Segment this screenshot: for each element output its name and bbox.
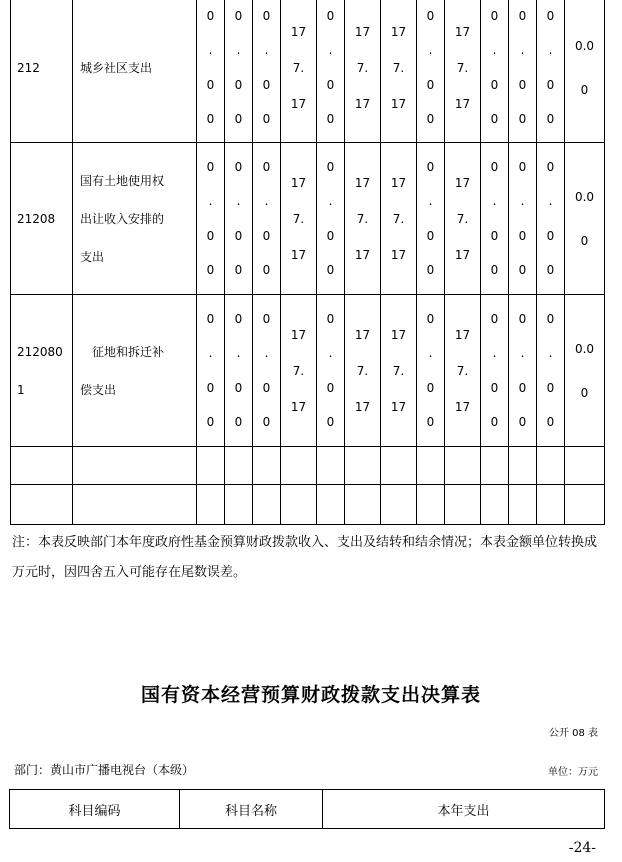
amount-fragment: 0 xyxy=(426,311,435,326)
amount-fragment: . xyxy=(428,43,433,58)
table-row xyxy=(11,295,605,447)
amount-cell xyxy=(345,143,381,295)
amount-fragment: . xyxy=(492,194,497,209)
amount-cell xyxy=(565,295,605,447)
amount-digits xyxy=(565,4,604,132)
amount-fragment: . xyxy=(548,194,553,209)
amount-fragment: . xyxy=(548,43,553,58)
amount-fragment: 17 xyxy=(290,24,307,39)
amount-fragment: 7. xyxy=(456,363,469,378)
empty-cell xyxy=(565,447,605,485)
empty-cell xyxy=(11,485,73,525)
amount-fragment: 0 xyxy=(326,263,335,278)
amount-fragment: 0.0 xyxy=(574,189,595,204)
amount-fragment: 0 xyxy=(234,311,243,326)
empty-cell xyxy=(73,447,197,485)
amount-fragment: 17 xyxy=(390,399,407,414)
amount-fragment: 17 xyxy=(290,327,307,342)
amount-cell xyxy=(381,143,417,295)
amount-fragment: 0 xyxy=(326,112,335,127)
amount-fragment: 0 xyxy=(426,263,435,278)
amount-fragment: . xyxy=(236,43,241,58)
amount-fragment: 0 xyxy=(234,380,243,395)
amount-fragment: 7. xyxy=(456,60,469,75)
department-label: 部门：黄山市广播电视台（本级） xyxy=(14,763,195,777)
amount-digits xyxy=(481,4,508,132)
empty-cell xyxy=(417,485,445,525)
amount-fragment: 17 xyxy=(454,175,471,190)
empty-cell xyxy=(509,447,537,485)
amount-digits xyxy=(509,307,536,435)
amount-digits xyxy=(509,4,536,132)
amount-fragment: 17 xyxy=(354,96,371,111)
amount-fragment: 17 xyxy=(390,96,407,111)
empty-cell xyxy=(197,485,225,525)
amount-fragment: 17 xyxy=(354,327,371,342)
subject-name-line: 出让收入安排的 xyxy=(80,211,165,226)
amount-fragment: 0 xyxy=(234,228,243,243)
amount-fragment: 17 xyxy=(354,175,371,190)
empty-cell xyxy=(281,447,317,485)
subject-code-cell: 212 xyxy=(11,0,73,143)
amount-cell xyxy=(481,143,509,295)
amount-fragment: 17 xyxy=(354,399,371,414)
subject-code-cell: 21208 xyxy=(11,143,73,295)
amount-cell xyxy=(445,295,481,447)
amount-fragment: 17 xyxy=(290,175,307,190)
amount-fragment: 0 xyxy=(262,415,271,430)
amount-fragment: 0 xyxy=(546,77,555,92)
amount-fragment: . xyxy=(520,194,525,209)
lower-header-row xyxy=(10,790,605,829)
amount-fragment: 17 xyxy=(354,247,371,262)
amount-digits xyxy=(317,155,344,283)
amount-fragment: . xyxy=(428,194,433,209)
amount-cell xyxy=(197,0,225,143)
amount-fragment: 0 xyxy=(262,311,271,326)
amount-fragment: 7. xyxy=(292,60,305,75)
empty-cell xyxy=(225,447,253,485)
page-title: 国有资本经营预算财政拨款支出决算表 xyxy=(140,684,481,706)
amount-fragment: 0 xyxy=(518,77,527,92)
amount-digits xyxy=(197,155,224,283)
subject-name-line: 支出 xyxy=(80,249,105,264)
amount-cell xyxy=(537,0,565,143)
amount-fragment: 0 xyxy=(426,8,435,23)
form-code: 公开 08 表 xyxy=(548,728,598,739)
amount-fragment: 0 xyxy=(206,263,215,278)
amount-fragment: 0 xyxy=(546,159,555,174)
amount-fragment: 17 xyxy=(390,24,407,39)
amount-fragment: 0 xyxy=(546,263,555,278)
amount-fragment: . xyxy=(492,43,497,58)
amount-fragment: 0 xyxy=(262,8,271,23)
amount-fragment: 0.0 xyxy=(574,38,595,53)
amount-fragment: 17 xyxy=(290,247,307,262)
amount-digits xyxy=(417,307,444,435)
amount-cell xyxy=(197,143,225,295)
empty-cell xyxy=(345,485,381,525)
amount-digits xyxy=(345,155,380,283)
amount-cell xyxy=(417,295,445,447)
amount-fragment: 0 xyxy=(262,77,271,92)
table-row xyxy=(11,0,605,143)
amount-fragment: 0 xyxy=(326,380,335,395)
amount-digits xyxy=(565,307,604,435)
amount-fragment: 0 xyxy=(262,380,271,395)
amount-fragment: 0 xyxy=(490,380,499,395)
amount-digits xyxy=(317,307,344,435)
amount-fragment: 0 xyxy=(234,77,243,92)
amount-fragment: 0 xyxy=(234,415,243,430)
amount-fragment: . xyxy=(328,346,333,361)
header-subject-code: 科目编码 xyxy=(10,790,180,829)
amount-fragment: 0 xyxy=(206,311,215,326)
amount-fragment: . xyxy=(236,346,241,361)
empty-row xyxy=(11,447,605,485)
amount-cell xyxy=(537,295,565,447)
amount-cell xyxy=(225,295,253,447)
amount-cell xyxy=(509,295,537,447)
amount-digits xyxy=(281,155,316,283)
amount-fragment: . xyxy=(520,43,525,58)
subject-name-cell xyxy=(73,143,197,295)
amount-cell xyxy=(281,0,317,143)
amount-digits xyxy=(417,155,444,283)
empty-cell xyxy=(197,447,225,485)
amount-fragment: 0 xyxy=(326,77,335,92)
amount-digits xyxy=(345,307,380,435)
amount-fragment: . xyxy=(264,346,269,361)
table-row xyxy=(11,143,605,295)
amount-fragment: 17 xyxy=(290,96,307,111)
amount-fragment: 0 xyxy=(518,415,527,430)
amount-digits xyxy=(381,307,416,435)
amount-fragment: 0 xyxy=(490,415,499,430)
amount-fragment: 0 xyxy=(326,311,335,326)
empty-cell xyxy=(345,447,381,485)
amount-fragment: 0 xyxy=(490,263,499,278)
amount-fragment: 17 xyxy=(454,327,471,342)
amount-cell xyxy=(381,295,417,447)
amount-fragment: 7. xyxy=(356,363,369,378)
empty-cell xyxy=(565,485,605,525)
amount-fragment: 7. xyxy=(356,60,369,75)
amount-cell xyxy=(417,0,445,143)
amount-fragment: 0 xyxy=(426,228,435,243)
amount-fragment: 0 xyxy=(426,159,435,174)
amount-fragment: . xyxy=(208,43,213,58)
amount-fragment: 0 xyxy=(426,380,435,395)
amount-fragment: 0 xyxy=(518,228,527,243)
amount-fragment: 0 xyxy=(518,311,527,326)
amount-cell xyxy=(417,143,445,295)
amount-digits xyxy=(345,4,380,132)
amount-fragment: 0 xyxy=(518,263,527,278)
amount-fragment: 0 xyxy=(518,112,527,127)
amount-cell xyxy=(445,0,481,143)
amount-digits xyxy=(225,307,252,435)
upper-table xyxy=(10,0,605,525)
amount-fragment: 0 xyxy=(518,380,527,395)
amount-cell xyxy=(509,143,537,295)
amount-cell xyxy=(253,295,281,447)
amount-fragment: 0 xyxy=(206,8,215,23)
amount-digits xyxy=(281,307,316,435)
header-subject-name: 科目名称 xyxy=(180,790,323,829)
empty-cell xyxy=(537,447,565,485)
empty-cell xyxy=(317,485,345,525)
amount-fragment: 7. xyxy=(392,60,405,75)
amount-cell xyxy=(345,0,381,143)
amount-cell xyxy=(537,143,565,295)
amount-fragment: . xyxy=(328,194,333,209)
amount-fragment: 0 xyxy=(234,263,243,278)
amount-digits xyxy=(197,307,224,435)
subject-name-line: 偿支出 xyxy=(80,382,117,397)
empty-cell xyxy=(253,447,281,485)
amount-fragment: 0 xyxy=(206,228,215,243)
empty-row xyxy=(11,485,605,525)
empty-cell xyxy=(73,485,197,525)
amount-fragment: 17 xyxy=(454,96,471,111)
amount-digits xyxy=(225,155,252,283)
amount-fragment: 0 xyxy=(426,77,435,92)
amount-fragment: . xyxy=(428,346,433,361)
amount-digits xyxy=(197,4,224,132)
amount-digits xyxy=(537,4,564,132)
amount-digits xyxy=(565,155,604,283)
empty-cell xyxy=(11,447,73,485)
amount-digits xyxy=(481,307,508,435)
amount-cell xyxy=(381,0,417,143)
amount-fragment: . xyxy=(492,346,497,361)
amount-fragment: 0 xyxy=(490,228,499,243)
amount-fragment: 7. xyxy=(356,211,369,226)
page-number: -24- xyxy=(568,840,596,856)
amount-fragment: . xyxy=(236,194,241,209)
amount-fragment: 0 xyxy=(206,112,215,127)
amount-digits xyxy=(317,4,344,132)
amount-fragment: 17 xyxy=(390,327,407,342)
empty-cell xyxy=(445,447,481,485)
amount-fragment: 0 xyxy=(206,77,215,92)
empty-cell xyxy=(317,447,345,485)
amount-fragment: 17 xyxy=(290,399,307,414)
amount-fragment: 0 xyxy=(546,311,555,326)
empty-cell xyxy=(253,485,281,525)
empty-cell xyxy=(537,485,565,525)
amount-fragment: 0 xyxy=(206,159,215,174)
amount-fragment: 0 xyxy=(546,380,555,395)
amount-cell xyxy=(253,143,281,295)
amount-fragment: 0 xyxy=(580,82,589,97)
amount-fragment: . xyxy=(208,194,213,209)
subject-name-cell xyxy=(73,295,197,447)
amount-fragment: . xyxy=(208,346,213,361)
amount-cell xyxy=(253,0,281,143)
subject-code-line: 212080 xyxy=(17,344,63,359)
empty-cell xyxy=(481,485,509,525)
amount-fragment: 0 xyxy=(518,8,527,23)
amount-fragment: . xyxy=(520,346,525,361)
amount-fragment: 17 xyxy=(354,24,371,39)
amount-fragment: 0 xyxy=(546,228,555,243)
amount-fragment: 7. xyxy=(292,363,305,378)
amount-fragment: 0 xyxy=(490,311,499,326)
amount-fragment: 0 xyxy=(206,380,215,395)
amount-digits xyxy=(381,155,416,283)
amount-digits xyxy=(537,155,564,283)
unit-label: 单位：万元 xyxy=(548,767,598,778)
amount-fragment: . xyxy=(548,346,553,361)
amount-fragment: 0 xyxy=(262,228,271,243)
amount-fragment: 0 xyxy=(490,77,499,92)
amount-digits xyxy=(281,4,316,132)
amount-fragment: 0 xyxy=(546,112,555,127)
amount-fragment: 7. xyxy=(392,363,405,378)
amount-digits xyxy=(253,155,280,283)
amount-fragment: 17 xyxy=(390,175,407,190)
header-current-year-expenditure: 本年支出 xyxy=(323,790,605,829)
amount-fragment: 0 xyxy=(546,8,555,23)
amount-digits xyxy=(417,4,444,132)
subject-name-cell: 城乡社区支出 xyxy=(73,0,197,143)
amount-digits xyxy=(225,4,252,132)
amount-fragment: 0 xyxy=(234,8,243,23)
amount-fragment: 0 xyxy=(262,159,271,174)
amount-cell xyxy=(281,295,317,447)
amount-cell xyxy=(565,143,605,295)
empty-cell xyxy=(381,447,417,485)
amount-cell xyxy=(317,295,345,447)
amount-cell xyxy=(281,143,317,295)
lower-table xyxy=(9,789,605,829)
empty-cell xyxy=(481,447,509,485)
amount-cell xyxy=(445,143,481,295)
amount-digits xyxy=(445,155,480,283)
amount-cell xyxy=(509,0,537,143)
amount-digits xyxy=(253,307,280,435)
amount-cell xyxy=(225,143,253,295)
amount-fragment: 7. xyxy=(292,211,305,226)
amount-fragment: 0 xyxy=(518,159,527,174)
amount-fragment: 0 xyxy=(580,385,589,400)
amount-fragment: 0 xyxy=(326,159,335,174)
amount-fragment: 0 xyxy=(546,415,555,430)
subject-name-line: 征地和拆迁补 xyxy=(92,344,165,359)
amount-fragment: . xyxy=(264,43,269,58)
amount-cell xyxy=(481,295,509,447)
table-note: 注：本表反映部门本年度政府性基金预算财政拨款收入、支出及结转和结余情况；本表金额单位转换成万元时，因四舍五入可能存在尾数误差。 xyxy=(12,535,598,580)
amount-fragment: 0 xyxy=(326,228,335,243)
amount-fragment: 7. xyxy=(392,211,405,226)
amount-cell xyxy=(225,0,253,143)
amount-cell xyxy=(317,143,345,295)
amount-fragment: . xyxy=(264,194,269,209)
subject-code-cell xyxy=(11,295,73,447)
amount-fragment: 17 xyxy=(454,399,471,414)
amount-fragment: . xyxy=(328,43,333,58)
amount-fragment: 0.0 xyxy=(574,341,595,356)
empty-cell xyxy=(281,485,317,525)
amount-digits xyxy=(537,307,564,435)
amount-digits xyxy=(253,4,280,132)
amount-fragment: 0 xyxy=(326,415,335,430)
amount-fragment: 0 xyxy=(234,159,243,174)
empty-cell xyxy=(509,485,537,525)
amount-digits xyxy=(481,155,508,283)
amount-digits xyxy=(381,4,416,132)
amount-cell xyxy=(565,0,605,143)
amount-fragment: 17 xyxy=(454,247,471,262)
amount-cell xyxy=(317,0,345,143)
subject-name-line: 国有土地使用权 xyxy=(80,173,165,188)
amount-fragment: 7. xyxy=(456,211,469,226)
amount-fragment: 0 xyxy=(490,112,499,127)
amount-digits xyxy=(509,155,536,283)
amount-fragment: 17 xyxy=(454,24,471,39)
amount-cell xyxy=(481,0,509,143)
amount-fragment: 0 xyxy=(490,8,499,23)
subject-code-line: 1 xyxy=(17,382,25,397)
amount-fragment: 0 xyxy=(326,8,335,23)
amount-fragment: 0 xyxy=(262,263,271,278)
amount-fragment: 0 xyxy=(426,415,435,430)
amount-digits xyxy=(445,307,480,435)
amount-fragment: 0 xyxy=(206,415,215,430)
amount-digits xyxy=(445,4,480,132)
amount-cell xyxy=(197,295,225,447)
amount-fragment: 0 xyxy=(490,159,499,174)
amount-cell xyxy=(345,295,381,447)
empty-cell xyxy=(445,485,481,525)
empty-cell xyxy=(417,447,445,485)
empty-cell xyxy=(381,485,417,525)
amount-fragment: 0 xyxy=(426,112,435,127)
empty-cell xyxy=(225,485,253,525)
amount-fragment: 17 xyxy=(390,247,407,262)
amount-fragment: 0 xyxy=(580,233,589,248)
amount-fragment: 0 xyxy=(234,112,243,127)
amount-fragment: 0 xyxy=(262,112,271,127)
